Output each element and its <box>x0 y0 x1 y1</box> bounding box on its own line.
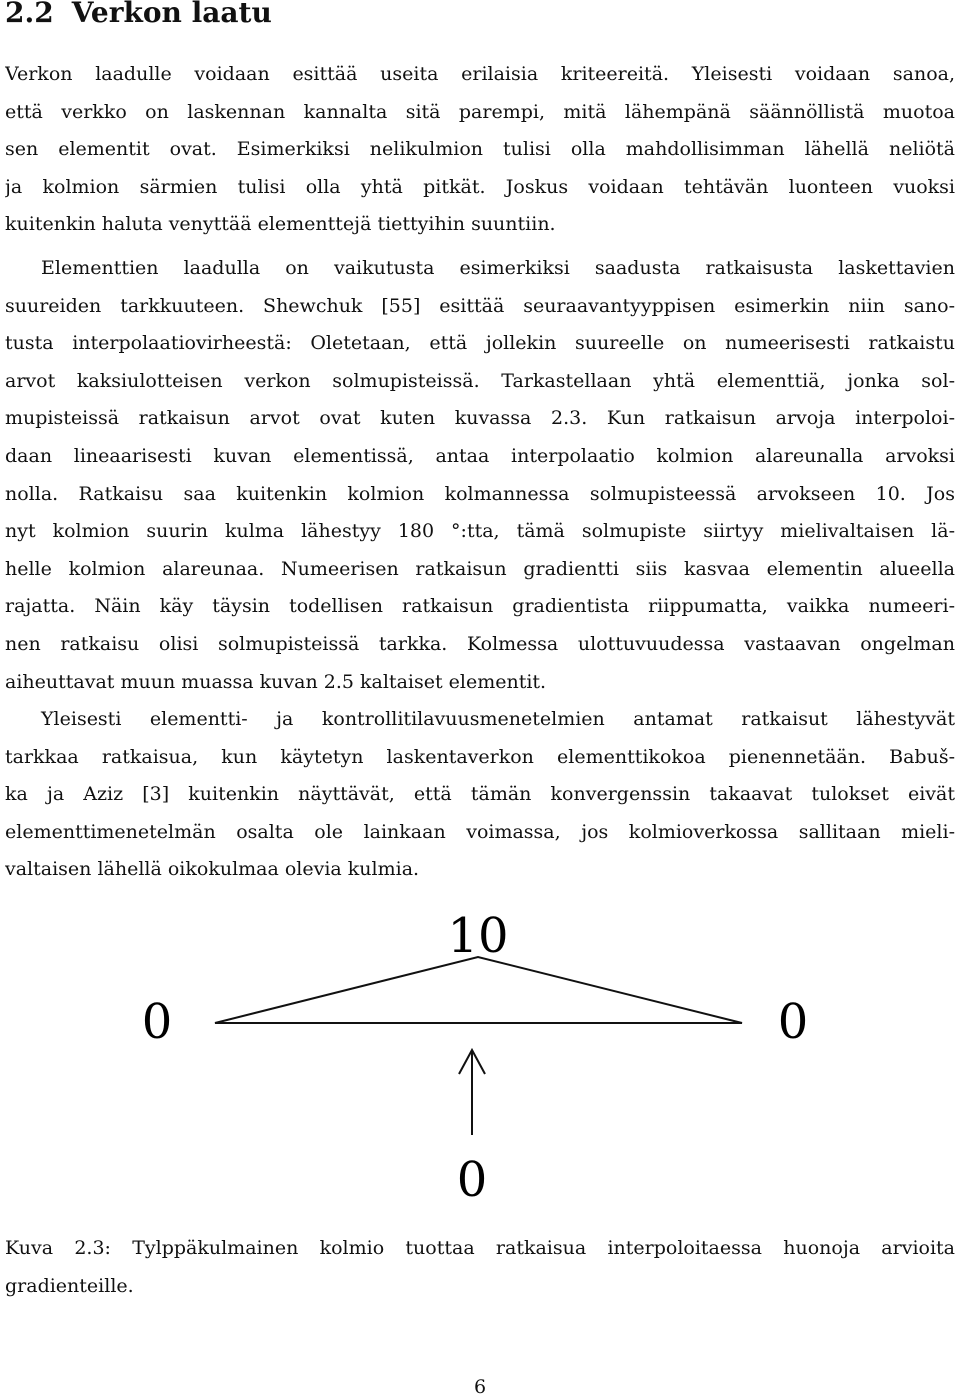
caption-line: Kuva 2.3: Tylppäkulmainen kolmio tuottaa ratkaisua interpoloitaessa huonoja arvioita <box>5 1237 955 1259</box>
text-line: nolla. Ratkaisu saa kuitenkin kolmion kolmannessa solmupisteessä arvokseen 10. Jos <box>5 482 955 505</box>
text-line: Elementtien laadulla on vaikutusta esimerkiksi saadusta ratkaisusta laskettavien <box>41 257 955 279</box>
text-line: nyt kolmion suurin kulma lähestyy 180 °:tta, tämä solmupiste siirtyy mielivaltaisen lä- <box>5 520 955 543</box>
page-number: 6 <box>473 1376 487 1398</box>
section-title: Verkon laatu <box>71 0 272 29</box>
text-line: rajatta. Näin käy täysin todellisen ratkaisun gradientista riippumatta, vaikka numeeri- <box>5 595 955 618</box>
text-line: helle kolmion alareunaa. Numeerisen ratkaisun gradientti siis kasvaa elementin alueella <box>5 557 955 580</box>
text-line: aiheuttavat muun muassa kuvan 2.5 kaltaiset elementit. <box>5 670 547 693</box>
text-line: mupisteissä ratkaisun arvot ovat kuten kuvassa 2.3. Kun ratkaisun arvoja interpoloi- <box>5 407 955 430</box>
text-line: arvot kaksiulotteisen verkon solmupisteissä. Tarkastellaan yhtä elementtiä, jonka sol- <box>5 369 955 392</box>
text-line: daan lineaarisesti kuvan elementissä, antaa interpolaatio kolmion alareunalla arvoksi <box>5 444 955 467</box>
section-heading <box>5 0 272 29</box>
paragraph-1 <box>5 56 955 244</box>
text-line: kuitenkin haluta venyttää elementtejä tiettyihin suuntiin. <box>5 213 556 236</box>
figure-obtuse-triangle <box>0 900 960 1230</box>
text-line: ja kolmion särmien tulisi olla yhtä pitkät. Joskus voidaan tehtävän luonteen vuoksi <box>5 175 955 198</box>
paragraph-3 <box>5 701 955 889</box>
text-line: valtaisen lähellä oikokulmaa olevia kulmia. <box>5 858 420 881</box>
text-line: tarkkaa ratkaisua, kun käytetyn laskentaverkon elementtikokoa pienennetään. Babuš- <box>5 745 955 768</box>
text-line: suureiden tarkkuuteen. Shewchuk [55] esittää seuraavantyyppisen esimerkin niin sano- <box>5 294 955 317</box>
caption-line: gradienteille. <box>5 1274 134 1297</box>
triangle-diagram <box>0 900 960 1230</box>
figure-caption <box>5 1230 955 1305</box>
node-value-left: 0 <box>141 994 173 1050</box>
node-value-right: 0 <box>777 994 809 1050</box>
text-line: sen elementit ovat. Esimerkiksi nelikulmion tulisi olla mahdollisimman lähellä neliötä <box>5 138 955 161</box>
text-line: ka ja Aziz [3] kuitenkin näyttävät, että tämän konvergenssin takaavat tulokset eivät <box>5 783 955 806</box>
section-number: 2.2 <box>5 0 54 29</box>
obtuse-triangle <box>215 957 742 1023</box>
paragraph-2 <box>5 250 955 701</box>
text-line: Verkon laadulle voidaan esittää useita erilaisia kriteereitä. Yleisesti voidaan sanoa, <box>5 63 955 85</box>
text-line: nen ratkaisu olisi solmupisteissä tarkka. Kolmessa ulottuvuudessa vastaavan ongelman <box>5 632 955 655</box>
node-value-top: 10 <box>447 908 509 964</box>
node-value-bottom: 0 <box>456 1152 488 1208</box>
text-line: tusta interpolaatiovirheestä: Oletetaan, että jollekin suureelle on numeerisesti ratkaistu <box>5 332 955 355</box>
text-line: että verkko on laskennan kannalta sitä parempi, mitä lähempänä säännöllistä muotoa <box>5 100 955 123</box>
text-line: Yleisesti elementti- ja kontrollitilavuusmenetelmien antamat ratkaisut lähestyvät <box>41 708 955 730</box>
text-line: elementtimenetelmän osalta ole lainkaan voimassa, jos kolmioverkossa sallitaan mieli- <box>5 820 955 843</box>
